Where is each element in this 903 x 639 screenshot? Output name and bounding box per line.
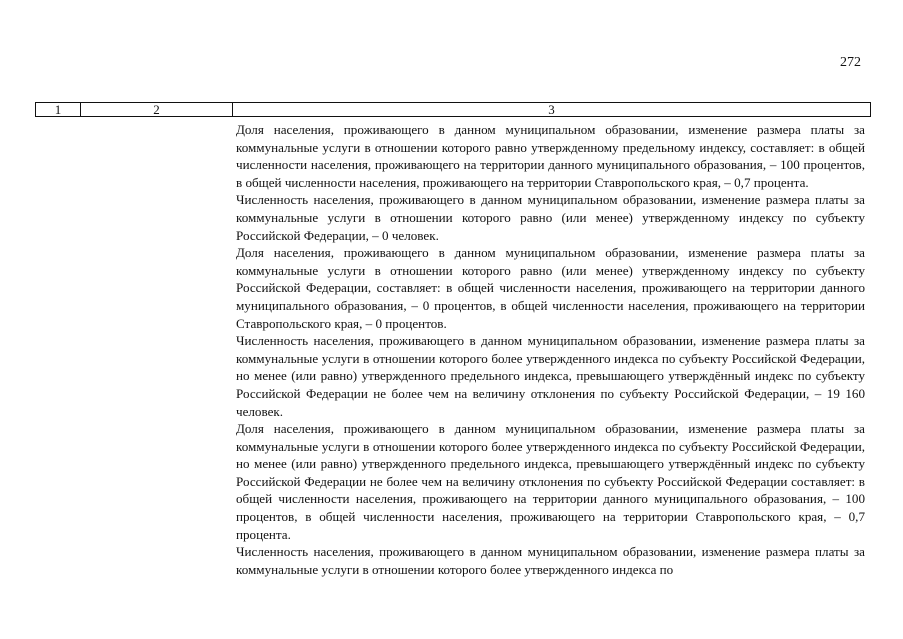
- paragraph: Численность населения, проживающего в данном муниципальном образовании, изменение размера платы за коммунальные услуги в отношении которого более утвержденного индекса по субъекту Российской Федерации, но менее (или равно) утвержденного предельного индекса, превышающего утверждённый индекс по субъекту Российской Федерации не более чем на величину отклонения по субъекту Российской Федерации, – 19 160 человек.: [236, 333, 865, 419]
- paragraph: Доля населения, проживающего в данном муниципальном образовании, изменение размера платы за коммунальные услуги в отношении которого равно утвержденному предельному индексу, составляет: в общей численности населения, проживающего на территории данного муниципального образования, – 100 процентов, в общей численности населения, проживающего на территории Ставропольского края, – 0,7 процента.: [236, 122, 865, 190]
- column-header-2: 2: [81, 103, 233, 117]
- paragraph: Доля населения, проживающего в данном муниципальном образовании, изменение размера платы за коммунальные услуги в отношении которого более утвержденного индекса по субъекту Российской Федерации, но менее (или равно) утвержденного предельного индекса, превышающего утверждённый индекс по субъекту Российской Федерации не более чем на величину отклонения по субъекту Российской Федерации составляет: в общей численности населения, проживающего на территории данного муниципального образования, – 100 процентов, в общей численности населения, проживающего на территории Ставропольского края, – 0,7 процента.: [236, 421, 865, 542]
- column-header-table: [35, 102, 871, 117]
- paragraph: Численность населения, проживающего в данном муниципальном образовании, изменение размера платы за коммунальные услуги в отношении которого более утвержденного индекса по: [236, 544, 865, 577]
- column-header-row: [36, 103, 871, 117]
- document-body: [236, 121, 865, 578]
- paragraph: Доля населения, проживающего в данном муниципальном образовании, изменение размера платы за коммунальные услуги в отношении которого равно (или менее) утвержденному индексу по субъекту Российской Федерации, составляет: в общей численности населения, проживающего на территории данного муниципального образования, – 0 процентов, в общей численности населения, проживающего на территории Ставропольского края, – 0 процентов.: [236, 245, 865, 331]
- column-header-1: 1: [36, 103, 81, 117]
- column-header-3: 3: [233, 103, 871, 117]
- page-number: 272: [840, 55, 861, 70]
- paragraph: Численность населения, проживающего в данном муниципальном образовании, изменение размера платы за коммунальные услуги в отношении которого равно (или менее) утвержденному индексу по субъекту Российской Федерации, – 0 человек.: [236, 192, 865, 243]
